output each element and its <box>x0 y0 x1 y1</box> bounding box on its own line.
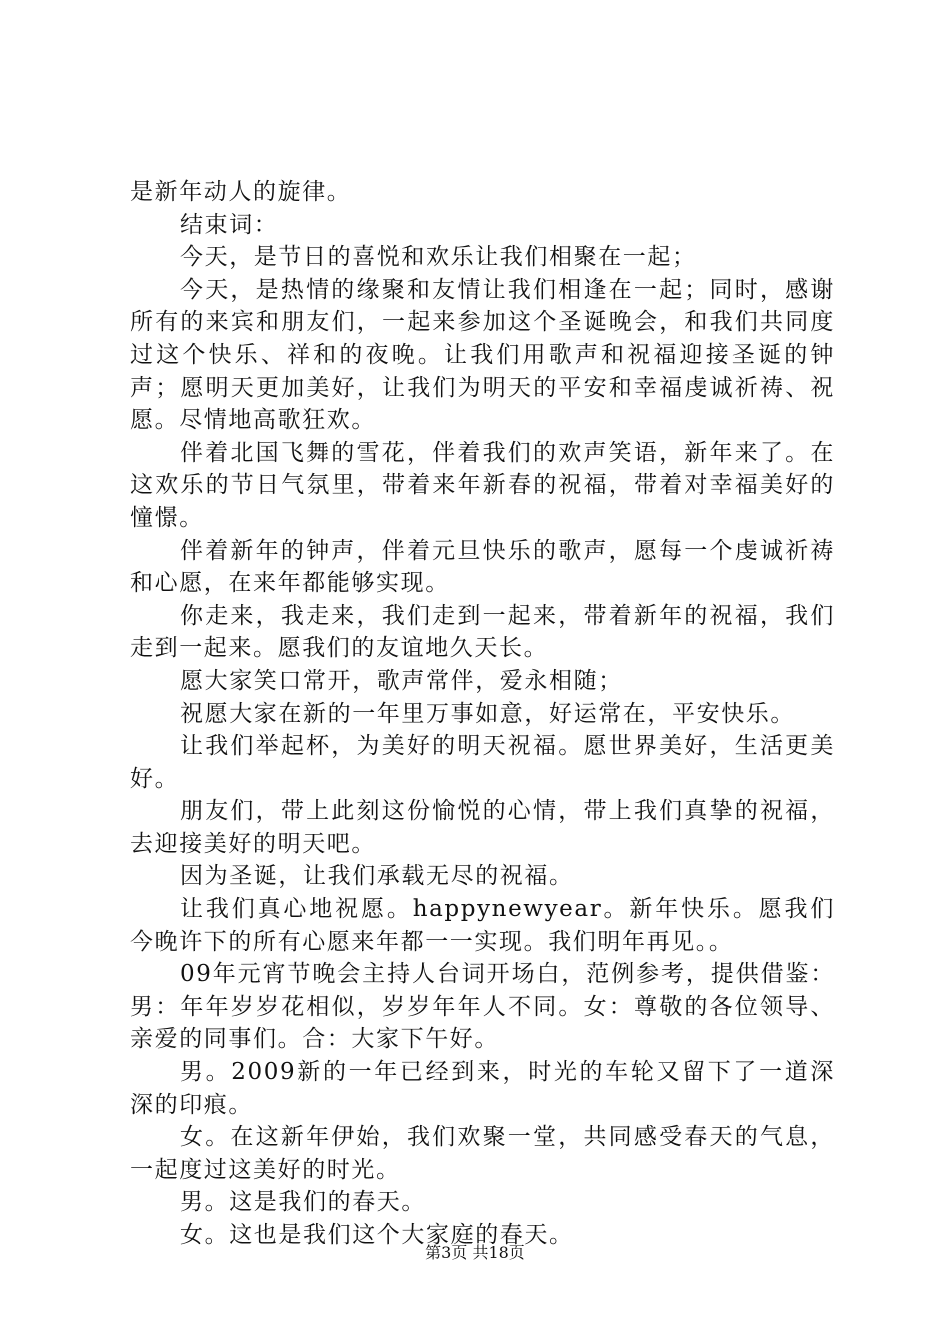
paragraph: 让我们举起杯，为美好的明天祝福。愿世界美好，生活更美好。 <box>130 733 835 792</box>
paragraph: 女。在这新年伊始，我们欢聚一堂，共同感受春天的气息，一起度过这美好的时光。 <box>130 1124 835 1183</box>
paragraph: 是新年动人的旋律。 <box>130 179 352 205</box>
paragraph: 女。这也是我们这个大家庭的春天。 <box>180 1222 574 1248</box>
paragraph: 让我们真心地祝愿。happynewyear。新年快乐。愿我们今晚许下的所有心愿来年都一一实现。我们明年再见。。 <box>130 896 835 955</box>
paragraph: 你走来，我走来，我们走到一起来，带着新年的祝福，我们走到一起来。愿我们的友谊地久天长。 <box>130 602 835 662</box>
paragraph: 伴着新年的钟声，伴着元旦快乐的歌声，愿每一个虔诚祈祷和心愿，在来年都能够实现。 <box>130 537 835 597</box>
paragraph: 结束词： <box>180 211 279 238</box>
document-body <box>130 176 835 1252</box>
paragraph: 愿大家笑口常开，歌声常伴，爱永相随； <box>180 667 623 694</box>
paragraph: 男。这是我们的春天。 <box>180 1189 426 1216</box>
paragraph: 男。2009新的一年已经到来，时光的车轮又留下了一道深深的印痕。 <box>130 1059 835 1118</box>
paragraph: 朋友们，带上此刻这份愉悦的心情，带上我们真挚的祝福，去迎接美好的明天吧。 <box>130 798 835 857</box>
paragraph: 今天，是节日的喜悦和欢乐让我们相聚在一起； <box>180 244 697 271</box>
page-number-footer: 第3页 共18页 <box>425 1243 525 1262</box>
paragraph: 今天，是热情的缘聚和友情让我们相逢在一起；同时，感谢所有的来宾和朋友们，一起来参加这个圣诞晚会，和我们共同度过这个快乐、祥和的夜晚。让我们用歌声和祝福迎接圣诞的钟声；愿明天更加美好，让我们为明天的平安和幸福虔诚祈祷、祝愿。尽情地高歌狂欢。 <box>130 276 835 434</box>
paragraph: 因为圣诞，让我们承载无尽的祝福。 <box>180 863 574 890</box>
paragraph: 09年元宵节晚会主持人台词开场白，范例参考，提供借鉴：男：年年岁岁花相似，岁岁年年人不同。女：尊敬的各位领导、亲爱的同事们。合：大家下午好。 <box>130 961 835 1053</box>
paragraph: 祝愿大家在新的一年里万事如意，好运常在，平安快乐。 <box>180 700 795 727</box>
paragraph: 伴着北国飞舞的雪花，伴着我们的欢声笑语，新年来了。在这欢乐的节日气氛里，带着来年新春的祝福，带着对幸福美好的憧憬。 <box>130 439 835 531</box>
